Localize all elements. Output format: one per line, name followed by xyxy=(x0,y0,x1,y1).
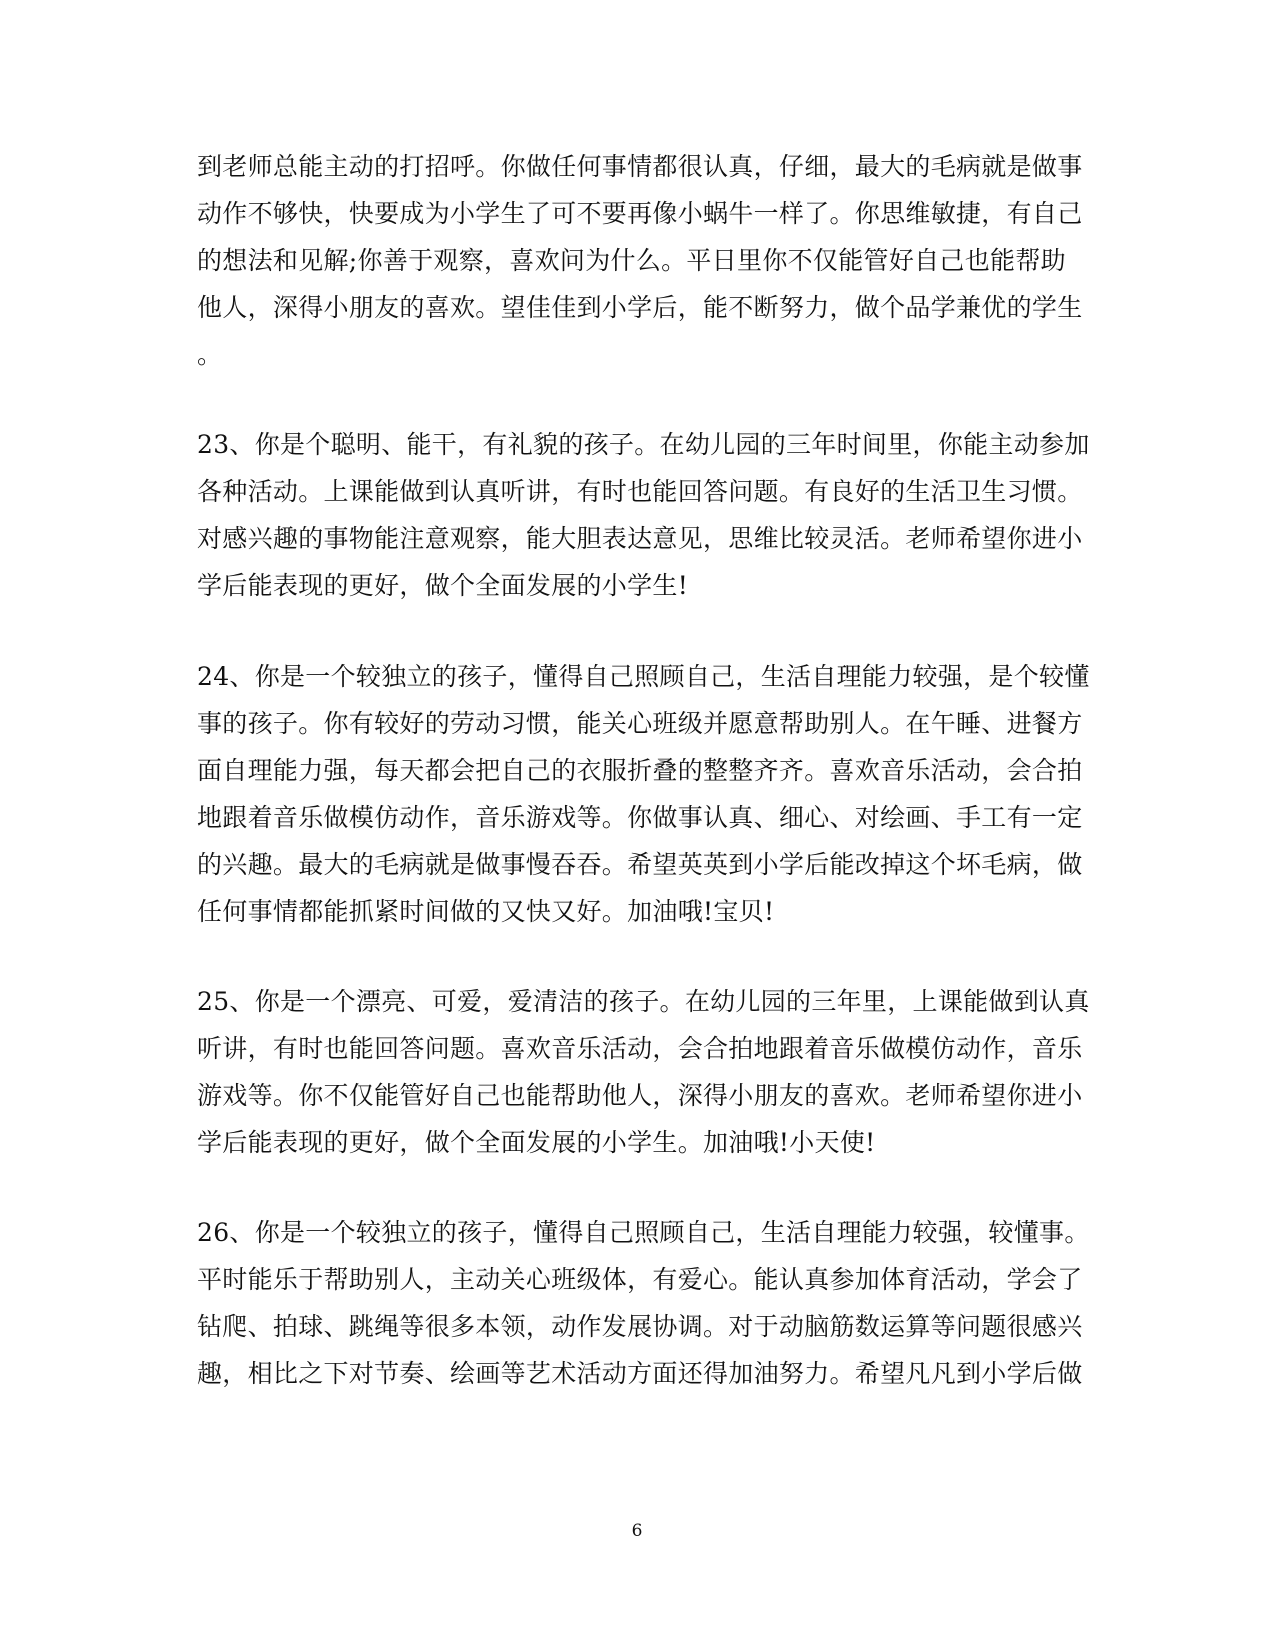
text-line: 事的孩子。你有较好的劳动习惯，能关心班级并愿意帮助别人。在午睡、进餐方 xyxy=(197,709,1083,738)
text-line: 24、你是一个较独立的孩子，懂得自己照顾自己，生活自理能力较强，是个较懂 xyxy=(197,662,1090,691)
text-line: 的兴趣。最大的毛病就是做事慢吞吞。希望英英到小学后能改掉这个坏毛病，做 xyxy=(197,850,1083,879)
text-line: 学后能表现的更好，做个全面发展的小学生。加油哦!小天使! xyxy=(197,1128,876,1157)
text-line: 23、你是个聪明、能干，有礼貌的孩子。在幼儿园的三年时间里，你能主动参加 xyxy=(197,430,1090,459)
text-line: 钻爬、拍球、跳绳等很多本领，动作发展协调。对于动脑筋数运算等问题很感兴 xyxy=(197,1312,1083,1341)
text-line: 25、你是一个漂亮、可爱，爱清洁的孩子。在幼儿园的三年里，上课能做到认真 xyxy=(197,987,1090,1016)
text-line: 的想法和见解;你善于观察，喜欢问为什么。平日里你不仅能管好自己也能帮助 xyxy=(197,246,1066,275)
text-line: 平时能乐于帮助别人，主动关心班级体，有爱心。能认真参加体育活动，学会了 xyxy=(197,1265,1083,1294)
text-line: 趣，相比之下对节奏、绘画等艺术活动方面还得加油努力。希望凡凡到小学后做 xyxy=(197,1359,1083,1388)
text-line: 听讲，有时也能回答问题。喜欢音乐活动，会合拍地跟着音乐做模仿动作，音乐 xyxy=(197,1034,1083,1063)
text-line: 面自理能力强，每天都会把自己的衣服折叠的整整齐齐。喜欢音乐活动，会合拍 xyxy=(197,756,1083,785)
text-line: 26、你是一个较独立的孩子，懂得自己照顾自己，生活自理能力较强，较懂事。 xyxy=(197,1218,1090,1247)
text-line: 任何事情都能抓紧时间做的又快又好。加油哦!宝贝! xyxy=(197,897,775,926)
page-number: 6 xyxy=(631,1521,643,1541)
text-line: 地跟着音乐做模仿动作，音乐游戏等。你做事认真、细心、对绘画、手工有一定 xyxy=(197,803,1083,832)
text-line: 各种活动。上课能做到认真听讲，有时也能回答问题。有良好的生活卫生习惯。 xyxy=(197,477,1083,506)
text-line: 学后能表现的更好，做个全面发展的小学生! xyxy=(197,571,689,600)
text-line: 游戏等。你不仅能管好自己也能帮助他人，深得小朋友的喜欢。老师希望你进小 xyxy=(197,1081,1083,1110)
text-line: 对感兴趣的事物能注意观察，能大胆表达意见，思维比较灵活。老师希望你进小 xyxy=(197,524,1083,553)
text-line: 到老师总能主动的打招呼。你做任何事情都很认真，仔细，最大的毛病就是做事 xyxy=(197,152,1083,181)
text-line: 动作不够快，快要成为小学生了可不要再像小蜗牛一样了。你思维敏捷，有自己 xyxy=(197,199,1083,228)
text-line: 。 xyxy=(197,340,223,369)
text-line: 他人，深得小朋友的喜欢。望佳佳到小学后，能不断努力，做个品学兼优的学生 xyxy=(197,293,1083,322)
